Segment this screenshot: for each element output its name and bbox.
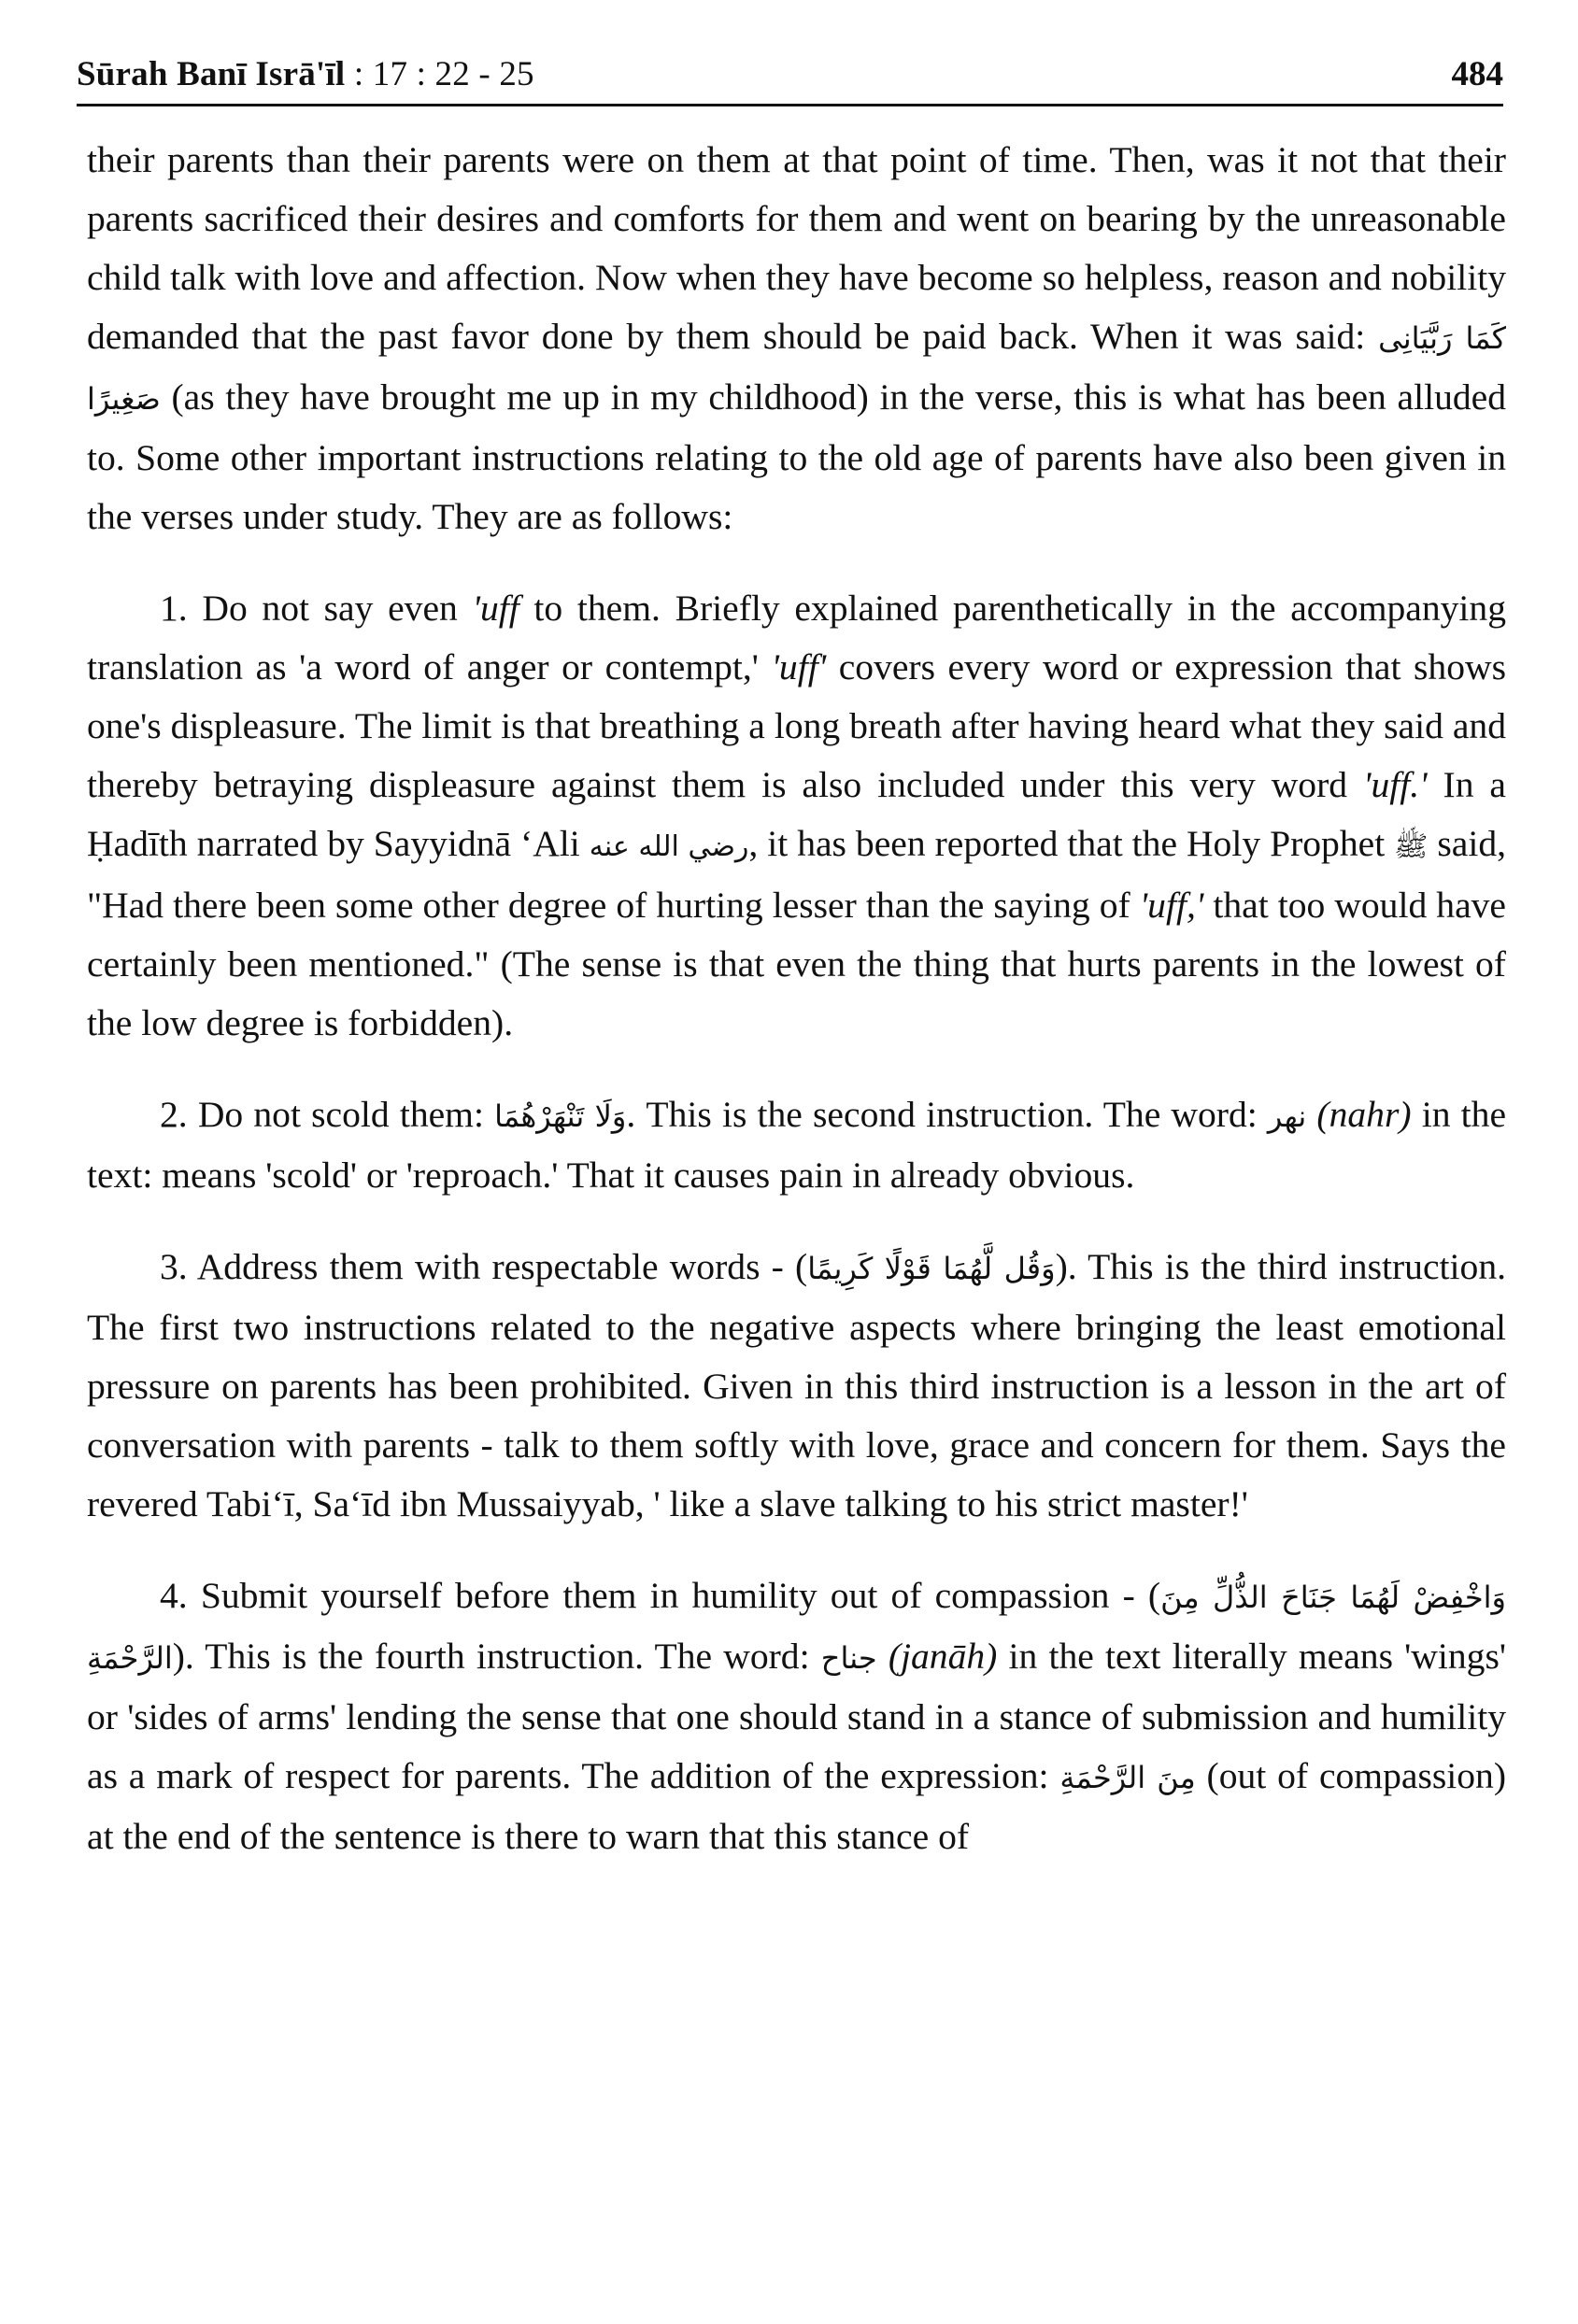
chapter-reference (77, 54, 534, 94)
arabic-quote: وَلَا تَنْهَرْهُمَا (494, 1098, 627, 1134)
text-run (1306, 1094, 1316, 1135)
page-body (87, 131, 1506, 1866)
text-run: that too would have certainly been mentioned." (The sense is that even the thing that hurts parents in the lowest of the low degree is forbidden). (87, 885, 1506, 1043)
honorific-glyph: ﷺ (1394, 830, 1429, 863)
text-run: In a Ḥadīth narrated by Sayyidnā ‘Ali (87, 764, 1506, 864)
text-run: 1. Do not say even (160, 588, 473, 629)
text-run: to them. Briefly explained parenthetically in the accompanying translation as 'a word of anger or contempt,' (87, 588, 1506, 687)
text-run: (out of compassion) at the end of the sentence is there to warn that this stance of (87, 1755, 1507, 1857)
text-run: , it has been reported that the Holy Prophet (748, 823, 1395, 864)
text-run: (as they have brought me up in my childhood) in the verse, this is what has been alluded to. Some other important instructions relating to the old age of parents have also been given in the verses under study. They are as follows: (87, 376, 1506, 537)
italic-term: 'uff' (771, 646, 827, 687)
arabic-quote: مِنَ الرَّحْمَةِ (1059, 1760, 1196, 1795)
text-run: covers every word or expression that shows one's displeasure. The limit is that breathing a long breath after having heard what they said and thereby betraying displeasure against them is also included under this very word (87, 646, 1506, 805)
arabic-quote: نهر (1267, 1098, 1307, 1134)
italic-term: 'uff (472, 588, 519, 629)
italic-term: (nahr) (1316, 1094, 1412, 1135)
arabic-quote: وَاخْفِضْ لَهُمَا جَنَاحَ الذُّلِّ مِنَ الرَّحْمَةِ (87, 1580, 1506, 1676)
text-run: 3. Address them with respectable words - ( (160, 1246, 808, 1287)
verse-range: : 17 : 22 - 25 (353, 55, 534, 93)
paragraph-1 (87, 579, 1506, 1053)
text-run: their parents than their parents were on them at that point of time. Then, was it not that their parents sacrificed their desires and comforts for them and went on bearing by the unreasonable child talk with love and affection. Now when they have become so helpless, reason and nobility demanded that the past favor done by them should be paid back. When it was said: (87, 139, 1506, 357)
italic-term: 'uff,' (1139, 885, 1204, 926)
honorific-glyph: رضي الله عنه (589, 830, 749, 863)
paragraph-4 (87, 1566, 1506, 1866)
paragraph-2 (87, 1085, 1506, 1205)
text-run: ). This is the fourth instruction. The word: (172, 1636, 821, 1677)
text-run: . This is the second instruction. The word: (626, 1094, 1268, 1135)
text-run: in the text literally means 'wings' or 'sides of arms' lending the sense that one should stand in a stance of submission and humility as a mark of respect for parents. The addition of the expression: (87, 1636, 1506, 1796)
italic-term: 'uff.' (1362, 764, 1428, 805)
italic-term: (janāh) (888, 1636, 998, 1677)
paragraph-0 (87, 131, 1506, 546)
text-run (877, 1636, 889, 1677)
paragraph-3 (87, 1238, 1506, 1534)
arabic-quote: وَقُل لَّهُمَا قَوْلًا كَرِيمًا (807, 1251, 1056, 1286)
text-run: 4. Submit yourself before them in humility out of compassion - ( (160, 1575, 1161, 1616)
text-run: 2. Do not scold them: (160, 1094, 495, 1135)
page-number: 484 (1451, 55, 1503, 93)
text-run: ). This is the third instruction. The first two instructions related to the negative aspects where bringing the least emotional pressure on parents has been prohibited. Given in this third instruction is a lesson in the art of conversation with parents - talk to them softly with love, grace and concern for them. Says the revered Tabi‘ī, Sa‘īd ibn Mussaiyyab, ' like a slave talking to his strict master!' (87, 1246, 1506, 1524)
text-run: said, "Had there been some other degree of hurting lesser than the saying of (87, 823, 1507, 926)
arabic-quote: كَمَا رَبَّيَانِى صَغِيرًا (87, 320, 1507, 417)
text-run: in the text: means 'scold' or 'reproach.' That it causes pain in already obvious. (87, 1094, 1507, 1196)
running-header (77, 41, 1503, 106)
surah-name: Sūrah Banī Isrā'īl (77, 55, 346, 93)
arabic-quote: جناح (820, 1640, 877, 1676)
